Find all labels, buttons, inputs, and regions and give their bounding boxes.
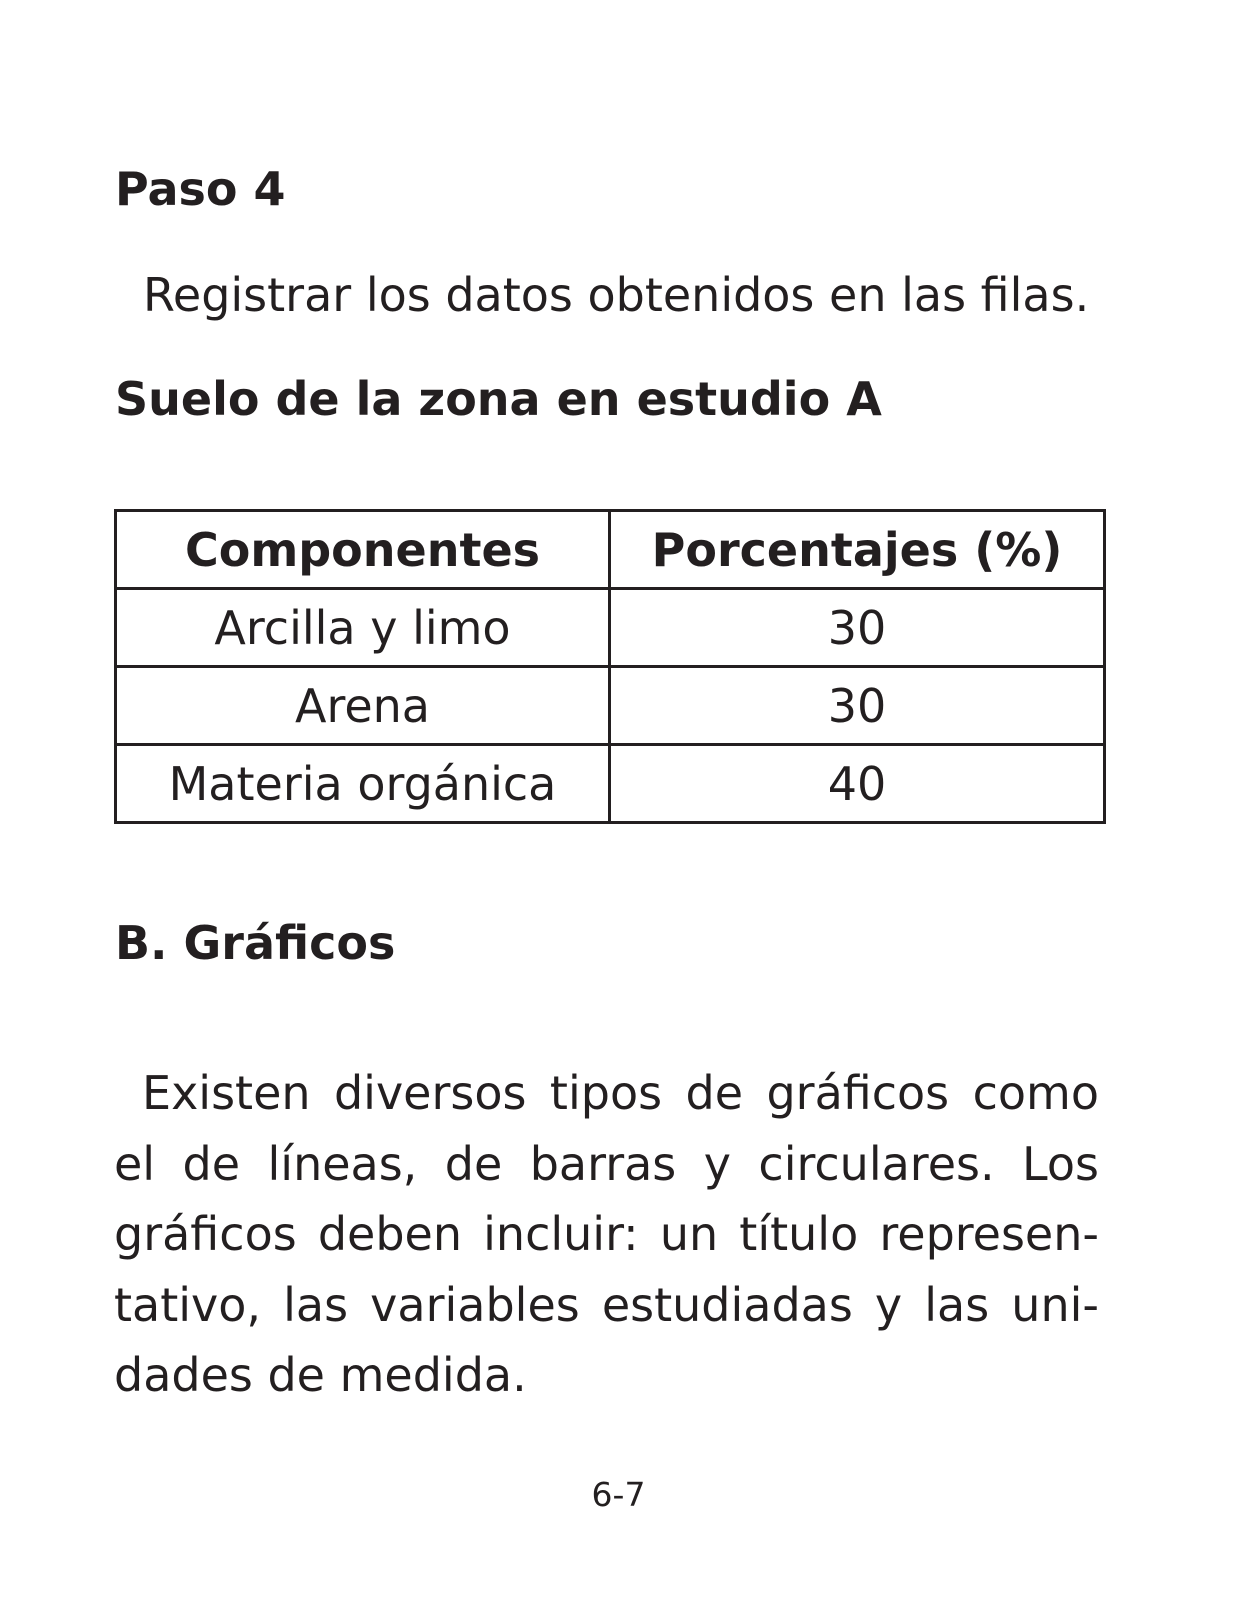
intro-instruction: Registrar los datos obtenidos en las filas. — [143, 268, 1090, 322]
body-paragraph: Existen diversos tipos de gráficos como el de líneas, de barras y circulares. Los gráficos deben incluir: un título representativo, las variables estudiadas y las unidades de medida. — [114, 1066, 1099, 1402]
table-row — [116, 589, 1105, 667]
component-cell: Arena — [116, 667, 610, 745]
step-heading: Paso 4 — [115, 162, 286, 216]
column-header-percentages: Porcentajes (%) — [610, 511, 1105, 589]
section-heading: B. Gráficos — [115, 916, 396, 970]
percentage-cell: 30 — [610, 589, 1105, 667]
table-heading: Suelo de la zona en estudio A — [115, 372, 882, 426]
table-row — [116, 745, 1105, 823]
table-row — [116, 667, 1105, 745]
soil-components-table — [114, 509, 1106, 824]
page-number: 6-7 — [591, 1475, 646, 1514]
component-cell: Materia orgánica — [116, 745, 610, 823]
percentage-cell: 40 — [610, 745, 1105, 823]
table-header-row — [116, 511, 1105, 589]
component-cell: Arcilla y limo — [116, 589, 610, 667]
percentage-cell: 30 — [610, 667, 1105, 745]
column-header-components: Componentes — [116, 511, 610, 589]
